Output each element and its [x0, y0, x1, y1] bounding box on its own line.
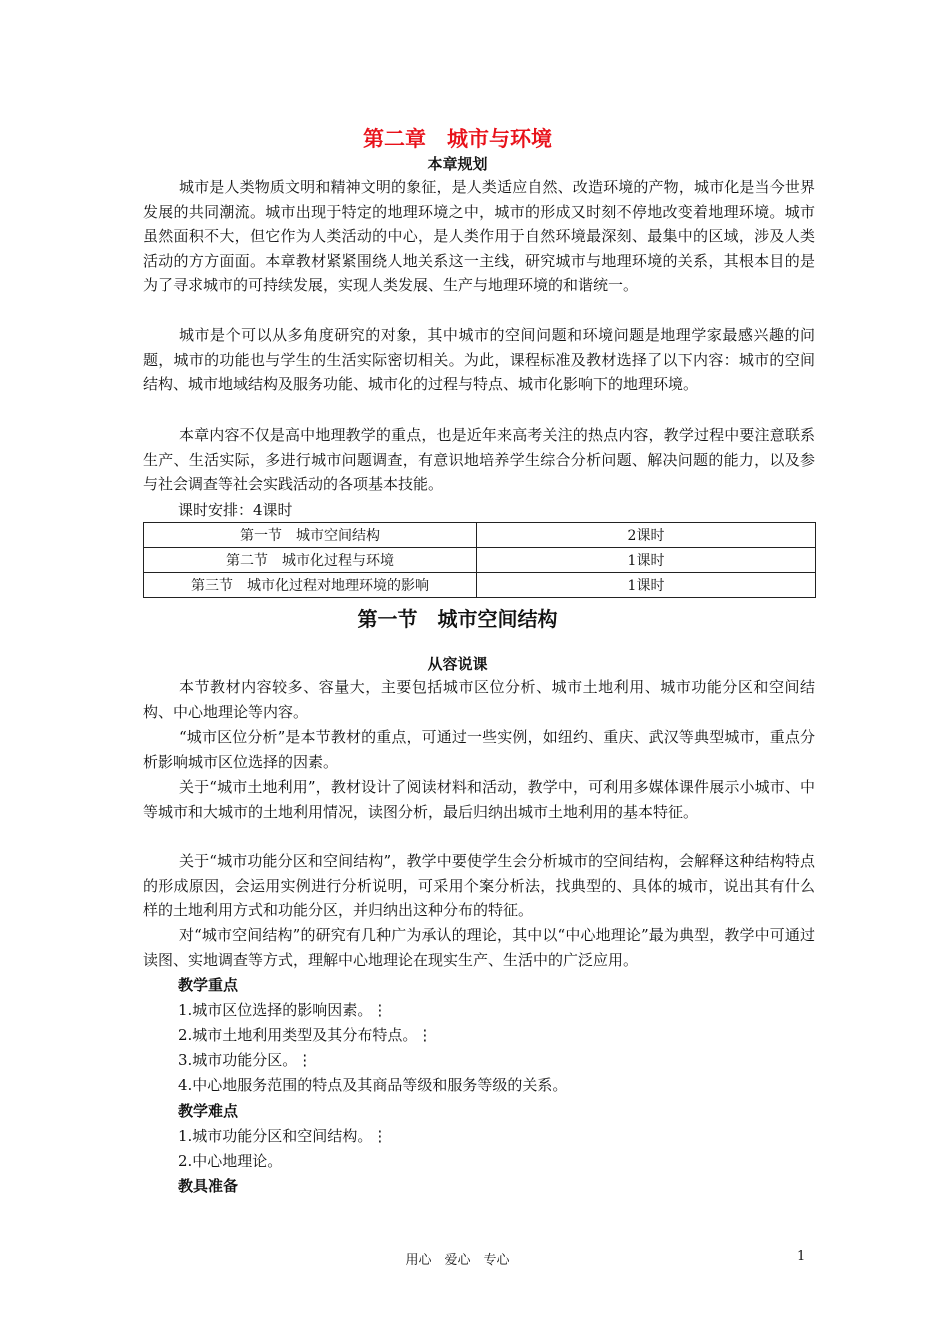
- table-row: [144, 548, 816, 573]
- key-point-item: 1.城市区位选择的影响因素。⋮: [178, 1001, 388, 1019]
- section-paragraph-5: 对“城市空间结构”的研究有几种广为承认的理论，其中以“中心地理论”最为典型，教学中可通过读图、实地调查等方式，理解中心地理论在现实生产、生活中的广泛应用。: [143, 926, 815, 969]
- intro-heading: 从容说课: [427, 655, 488, 673]
- difficulty-item: 2.中心地理论。: [178, 1152, 283, 1170]
- section-paragraph-2: “城市区位分析”是本节教材的重点，可通过一些实例，如纽约、重庆、武汉等典型城市，重点分析影响城市区位选择的因素。: [143, 728, 815, 771]
- key-points-heading: 教学重点: [178, 976, 239, 994]
- footer-motto: 用心 爱心 专心: [405, 1253, 510, 1268]
- key-point-item: 3.城市功能分区。⋮: [178, 1051, 313, 1069]
- table-row: [144, 523, 816, 548]
- chapter-paragraph-2: 城市是个可以从多角度研究的对象，其中城市的空间问题和环境问题是地理学家最感兴趣的问题，城市的功能也与学生的生活实际密切相关。为此，课程标准及教材选择了以下内容：城市的空间结构、城市地域结构及服务功能、城市化的过程与特点、城市化影响下的地理环境。: [143, 326, 815, 394]
- key-point-item: 4.中心地服务范围的特点及其商品等级和服务等级的关系。: [178, 1076, 568, 1094]
- section-paragraph-3: 关于“城市土地利用”，教材设计了阅读材料和活动，教学中，可利用多媒体课件展示小城市、中等城市和大城市的土地利用情况，读图分析，最后归纳出城市土地利用的基本特征。: [143, 778, 815, 821]
- table-cell-section: 第三节 城市化过程对地理环境的影响: [144, 573, 477, 598]
- table-row: [144, 573, 816, 598]
- key-point-item: 2.城市土地利用类型及其分布特点。⋮: [178, 1026, 433, 1044]
- chapter-plan-heading: 本章规划: [427, 155, 488, 173]
- chapter-title: 第二章 城市与环境: [363, 126, 552, 151]
- section-paragraph-4: 关于“城市功能分区和空间结构”，教学中要使学生会分析城市的空间结构，会解释这种结构特点的形成原因，会运用实例进行分析说明，可采用个案分析法，找典型的、具体的城市，说出其有什么样的土地利用方式和功能分区，并归纳出这种分布的特征。: [143, 852, 815, 920]
- section-title: 第一节 城市空间结构: [357, 607, 558, 631]
- table-cell-section: 第一节 城市空间结构: [144, 523, 477, 548]
- table-cell-section: 第二节 城市化过程与环境: [144, 548, 477, 573]
- chapter-paragraph-1: 城市是人类物质文明和精神文明的象征，是人类适应自然、改造环境的产物，城市化是当今世界发展的共同潮流。城市出现于特定的地理环境之中，城市的形成又时刻不停地改变着地理环境。城市虽然面积不大，但它作为人类活动的中心，是人类作用于自然环境最深刻、最集中的区域，涉及人类活动的方方面面。本章教材紧紧围绕人地关系这一主线，研究城市与地理环境的关系，其根本目的是为了寻求城市的可持续发展，实现人类发展、生产与地理环境的和谐统一。: [143, 178, 815, 295]
- schedule-table: [143, 522, 816, 598]
- difficulty-item: 1.城市功能分区和空间结构。⋮: [178, 1127, 388, 1145]
- table-cell-hours: 1课时: [477, 573, 816, 598]
- tools-heading: 教具准备: [178, 1177, 239, 1195]
- table-cell-hours: 2课时: [477, 523, 816, 548]
- section-paragraph-1: 本节教材内容较多、容量大，主要包括城市区位分析、城市土地利用、城市功能分区和空间结构、中心地理论等内容。: [143, 678, 815, 721]
- schedule-label: 课时安排：4课时: [178, 501, 293, 519]
- table-cell-hours: 1课时: [477, 548, 816, 573]
- chapter-paragraph-3: 本章内容不仅是高中地理教学的重点，也是近年来高考关注的热点内容，教学过程中要注意联系生产、生活实际，多进行城市问题调查，有意识地培养学生综合分析问题、解决问题的能力，以及参与社会调查等社会实践活动的各项基本技能。: [143, 426, 815, 494]
- difficulties-heading: 教学难点: [178, 1102, 239, 1120]
- page-number: 1: [797, 1249, 806, 1264]
